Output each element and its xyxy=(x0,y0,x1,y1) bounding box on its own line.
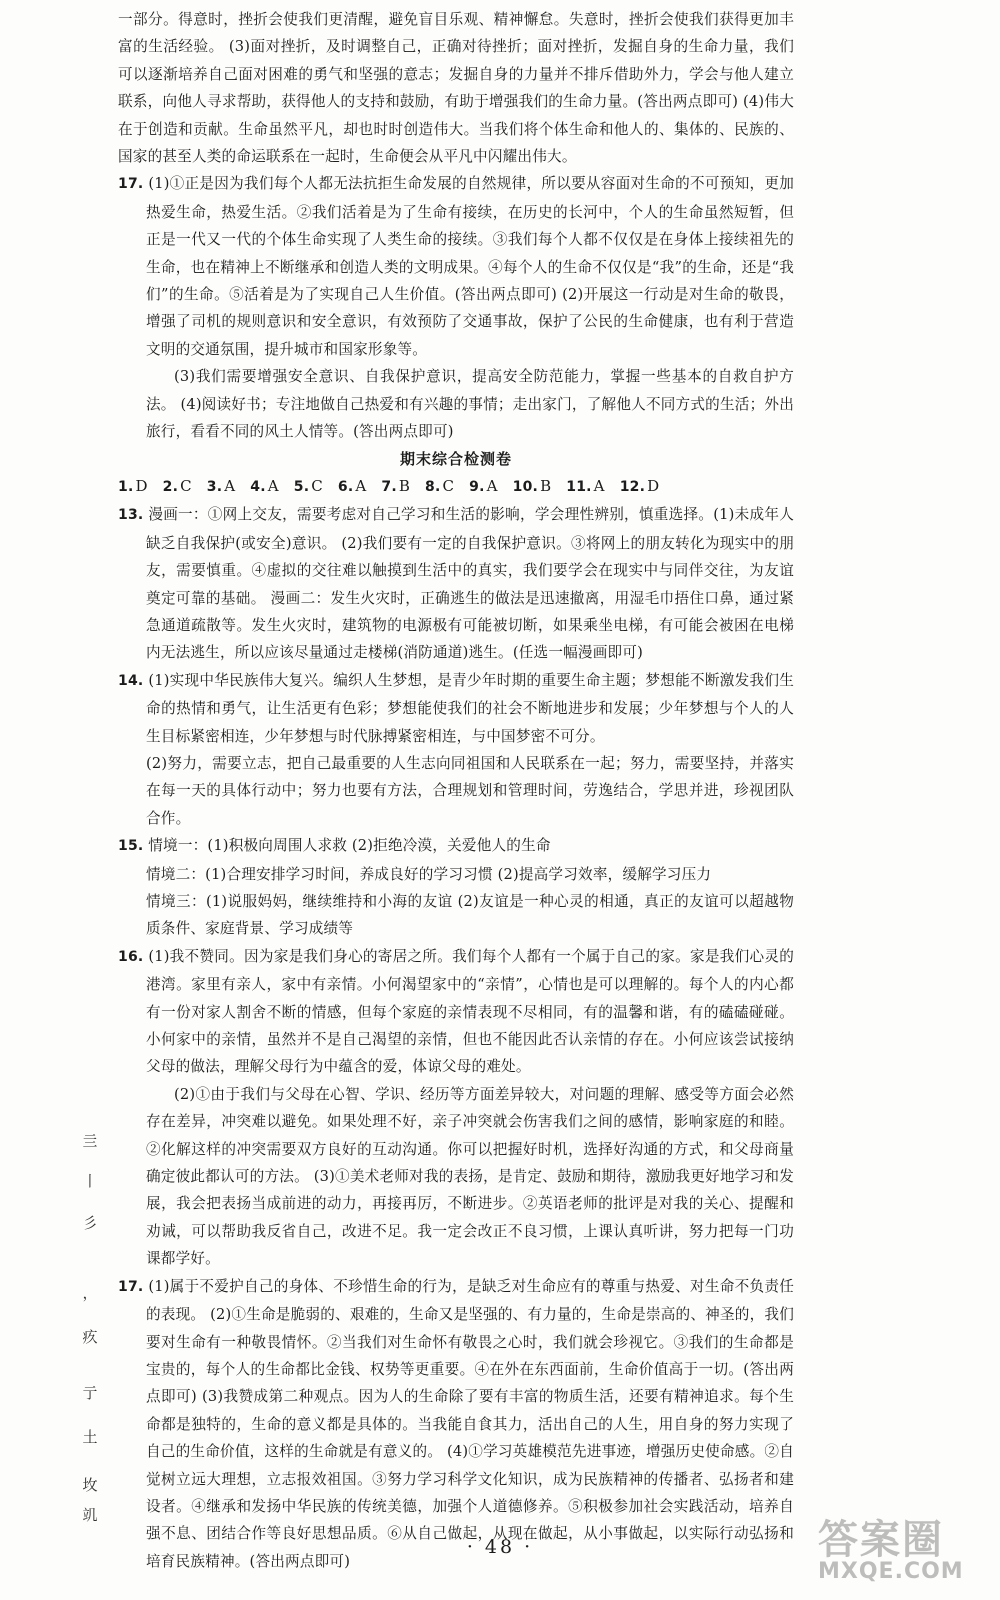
answer-text: (1)我不赞同。因为家是我们身心的寄居之所。我们每个人都有一个属于自己的家。家是我们心灵的港湾。家里有亲人，家中有亲情。小何渴望家中的“亲情”，心情也是可以理解的。每个人的内心都有一份对家人割舍不断的情感，但每个家庭的亲情表现不尽相同，有的温馨和谐，有的磕磕碰碰。小何家中的亲情，虽然并不是自己渴望的亲情，但也不能因此否认亲情的存在。小何应该尝试接纳父母的做法，理解父母行为中蕴含的爱，体谅父母的难处。 xyxy=(146,947,794,1076)
margin-fragment: 疚 xyxy=(82,1328,98,1346)
question-15-line2: 情境二：(1)合理安排学习时间，养成良好的学习习惯 (2)提高学习效率，缓解学习压力 xyxy=(146,865,712,883)
choice-num: 1. xyxy=(118,478,134,495)
watermark-logo xyxy=(818,1508,978,1596)
choice-ans: C xyxy=(180,476,192,495)
choice-num: 2. xyxy=(162,478,179,495)
choice-ans: A xyxy=(486,476,498,495)
question-number: 17. xyxy=(118,176,144,193)
watermark-top-text: 答案圈 xyxy=(818,1517,944,1563)
margin-fragment: 竌 xyxy=(82,1506,98,1524)
choice-num: 7. xyxy=(381,478,397,495)
paragraph-continued: 一部分。得意时，挫折会使我们更清醒，避免盲目乐观、精神懈怠。失意时，挫折会使我们获得更加丰富的生活经验。 (3)面对挫折，及时调整自己，正确对待挫折；面对挫折，发掘自身的生命力量，我们可以逐渐培养自己面对困难的勇气和坚强的意志；发掘自身的力量并不排斥借助外力，学会与他人建立联系，向他人寻求帮助，获得他人的支持和鼓励，有助于增强我们的生命力量。(答出两点即可) (4)伟大在于创造和贡献。生命虽然平凡，却也时时创造伟大。当我们将个体生命和他人的、集体的、民族的、国家的甚至人类的命运联系在一起时，生命便会从平凡中闪耀出伟大。 xyxy=(118,11,794,166)
choice-ans: C xyxy=(442,476,455,495)
page-number: · 48 · xyxy=(466,1536,534,1558)
question-number: 17. xyxy=(118,1278,144,1295)
section-title: 期末综合检测卷 xyxy=(399,449,512,468)
choice-num: 5. xyxy=(293,478,310,495)
margin-fragment: 亍 xyxy=(82,1384,98,1402)
answer-text: (1)未成年人缺乏自我保护(或安全)意识。 (2)我们要有一定的自我保护意识。③将网上的朋友转化为现实中的朋友，需要慎重。④虚拟的交往难以触摸到生活中的真实，我们要学会在现实中与同伴交往，为友谊奠定可靠的基础。 漫画二：发生火灾时，正确逃生的做法是迅速撤离，用湿毛巾捂住口鼻，通过紧急通道疏散等。发生火灾时，建筑物的电源极有可能被切断，如果乘坐电梯，有可能会被困在电梯内无法逃生，所以应该尽量通过走楼梯(消防通道)逃生。(任选一幅漫画即可) xyxy=(146,506,795,662)
choice-answers xyxy=(118,473,794,501)
choice-num: 10. xyxy=(512,478,539,495)
question-14-part1 xyxy=(118,667,794,750)
choice-num: 12. xyxy=(619,478,646,495)
watermark-url-text: MXQE.COM xyxy=(818,1559,964,1584)
answer-content xyxy=(118,6,794,1575)
question-16-part2: (2)①由于我们与父母在心智、学识、经历等方面差异较大，对问题的理解、感受等方面会必然存在差异，冲突难以避免。如果处理不好，亲子冲突就会伤害我们之间的感情，影响家庭的和睦。②化解这样的冲突需要双方良好的互动沟通。你可以把握好时机，选择好沟通的方式，和父母商量确定彼此都认可的方法。 (3)①美术老师对我的表扬，是肯定、鼓励和期待，激励我更好地学习和发展，我会把表扬当成前进的动力，再接再厉，不断进步。②英语老师的批评是对我的关心、提醒和劝诫，可以帮助我反省自己，改进不足。我一定会改正不良习惯，上课认真听讲，努力把每一门功课都学好。 xyxy=(146,1085,794,1268)
question-number: 13. xyxy=(118,507,144,524)
choice-num: 3. xyxy=(206,478,223,495)
question-15-line1 xyxy=(118,832,794,860)
choice-ans: B xyxy=(540,476,552,495)
question-number: 14. xyxy=(118,672,144,689)
margin-fragment: 丨 xyxy=(82,1172,98,1190)
margin-fragment: 彡 xyxy=(82,1214,98,1232)
question-number: 15. xyxy=(118,838,144,855)
choice-ans: C xyxy=(311,476,323,495)
question-16-part1 xyxy=(118,943,794,1081)
choice-ans: A xyxy=(593,476,605,495)
choice-ans: A xyxy=(267,476,279,495)
answer-text: 漫画一：①网上交友，需要考虑对自己学习和生活的影响，学会理性辨别，慎重选择。 xyxy=(148,506,714,524)
choice-num: 9. xyxy=(469,478,485,495)
question-15-line3: 情境三：(1)说服妈妈，继续维持和小海的友谊 (2)友谊是一种心灵的相通，真正的友谊可以超越物质条件、家庭背景、学习成绩等 xyxy=(146,893,794,938)
answer-text: (1)实现中华民族伟大复兴。编织人生梦想，是青少年时期的重要生命主题；梦想能不断激发我们生命的热情和勇气，让生活更有色彩；梦想能使我们的社会不断地进步和发展；少年梦想与个人的人生目标紧密相连，少年梦想与时代脉搏紧密相连，与中国梦密不可分。 xyxy=(146,671,794,745)
choice-num: 8. xyxy=(425,478,441,495)
choice-num: 4. xyxy=(250,478,266,495)
margin-fragment: ， xyxy=(82,1284,98,1302)
margin-fragment: 坆 xyxy=(82,1476,98,1494)
choice-ans: D xyxy=(135,476,148,495)
question-17-final xyxy=(118,1273,794,1575)
choice-ans: A xyxy=(224,476,236,495)
choice-ans: D xyxy=(647,476,660,495)
question-number: 16. xyxy=(118,948,144,965)
answer-text: (1)属于不爱护自己的身体、不珍惜生命的行为，是缺乏对生命应有的尊重与热爱、对生命不负责任的表现。 (2)①生命是脆弱的、艰难的，生命又是坚强的、有力量的，生命是崇高的、神圣的，我们要对生命有一种敬畏情怀。②当我们对生命怀有敬畏之心时，我们就会珍视它。③我们的生命都是宝贵的，每个人的生命都比金钱、权势等更重要。④在外在东西面前，生命价值高于一切。(答出两点即可) (3)我赞成第二种观点。因为人的生命除了要有丰富的物质生活，还要有精神追求。每个生命都是独特的，生命的意义都是具体的。当我能自食其力，活出自己的人生，用自身的努力实现了自己的生命价值，这样的生命就是有意义的。 (4)①学习英雄模范先进事迹，增强历史使命感。②自觉树立远大理想，立志报效祖国。③努力学习科学文化知识，成为民族精神的传播者、弘扬者和建设者。④继承和发扬中华民族的传统美德，加强个人道德修养。⑤积极参加社会实践活动，培养自强不息、团结合作等良好思想品质。⑥从自己做起，从现在做起，从小事做起，以实际行动弘扬和培育民族精神。(答出两点即可) xyxy=(146,1277,794,1570)
question-14-part2: (2)努力，需要立志，把自己最重要的人生志向同祖国和人民联系在一起；努力，需要坚持，并落实在每一天的具体行动中；努力也要有方法，合理规划和管理时间，劳逸结合，学思并进，珍视团队合作。 xyxy=(146,754,794,827)
answer-text: 情境一：(1)积极向周围人求救 (2)拒绝冷漠，关爱他人的生命 xyxy=(148,837,551,855)
margin-fragment: 亖 xyxy=(82,1132,98,1150)
question-17-part2: (3)我们需要增强安全意识、自我保护意识，提高安全防范能力，掌握一些基本的自救自护方法。 (4)阅读好书；专注地做自己热爱和有兴趣的事情；走出家门，了解他人不同方式的生活；外出旅行，看看不同的风土人情等。(答出两点即可) xyxy=(146,368,794,441)
margin-fragment: 土 xyxy=(82,1428,98,1446)
choice-num: 6. xyxy=(337,478,354,495)
choice-ans: A xyxy=(355,476,367,495)
answer-text: (1)①正是因为我们每个人都无法抗拒生命发展的自然规律，所以要从容面对生命的不可预知，更加热爱生命，热爱生活。②我们活着是为了生命有接续，在历史的长河中，个人的生命虽然短暂，但正是一代又一代的个体生命实现了人类生命的接续。③我们每个人都不仅仅是在身体上接续祖先的生命，也在精神上不断继承和创造人类的文明成果。④每个人的生命不仅仅是“我”的生命，还是“我们”的生命。⑤活着是为了实现自己人生价值。(答出两点即可) (2)开展这一行动是对生命的敬畏，增强了司机的规则意识和安全意识，有效预防了交通事故，保护了公民的生命健康，也有利于营造文明的交通氛围，提升城市和国家形象等。 xyxy=(146,175,794,358)
question-13 xyxy=(118,501,794,666)
choice-ans: B xyxy=(398,476,411,495)
question-17-part1 xyxy=(118,170,794,363)
choice-num: 11. xyxy=(566,478,592,495)
